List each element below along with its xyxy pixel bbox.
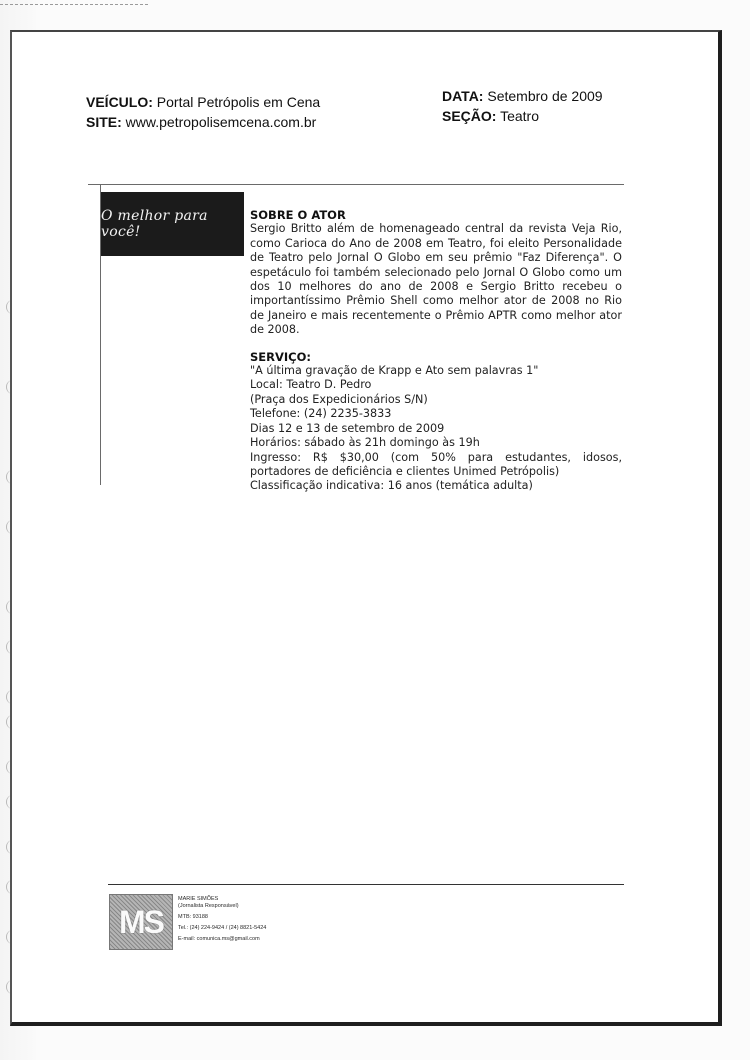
footer-contact	[178, 896, 318, 943]
secao-value: Teatro	[500, 108, 540, 124]
servico-line: Local: Teatro D. Pedro	[250, 378, 372, 392]
servico-title: SERVIÇO:	[250, 349, 311, 364]
banner-slogan: O melhor para você!	[101, 208, 208, 240]
servico-line: Horários: sábado às 21h domingo às 19h	[250, 436, 480, 450]
article-body	[250, 208, 622, 494]
secao-line	[442, 106, 603, 126]
document-page	[10, 30, 722, 1026]
servico-line: Ingresso: R$ $30,00 (com 50% para estudantes, idosos, portadores de deficiência e clientes Unimed Petrópolis)	[250, 450, 622, 478]
site-line	[86, 112, 320, 132]
header-right	[442, 86, 603, 126]
secao-label: SEÇÃO:	[442, 108, 497, 124]
data-value: Setembro de 2009	[487, 88, 603, 104]
header-left	[86, 92, 320, 132]
scan-artifact	[0, 4, 150, 5]
contact-tel: Tel.: (24) 224-9424 / (24) 8821-5424	[178, 925, 267, 931]
footer-rule	[108, 884, 624, 885]
site-label: SITE:	[86, 114, 122, 130]
servico-line: (Praça dos Expedicionários S/N)	[250, 392, 428, 406]
contact-role: (Jornalista Responsável)	[178, 903, 239, 909]
veiculo-label: VEÍCULO:	[86, 94, 153, 110]
servico-line: Dias 12 e 13 de setembro de 2009	[250, 421, 445, 435]
data-line	[442, 86, 603, 106]
servico-line: Classificação indicativa: 16 anos (temática adulta)	[250, 479, 533, 493]
site-value: www.petropolisemcena.com.br	[125, 114, 317, 130]
logo-text: MS	[119, 903, 163, 940]
data-label: DATA:	[442, 88, 484, 104]
contact-email: E-mail: comunica.ms@gmail.com	[178, 936, 260, 942]
servico-line: Telefone: (24) 2235-3833	[250, 407, 392, 421]
clipping-top-rule	[88, 184, 624, 185]
veiculo-line	[86, 92, 320, 112]
ms-logo	[109, 894, 173, 950]
contact-name: MARIE SIMÕES	[178, 896, 219, 902]
sobre-paragraph: Sergio Britto além de homenageado central da revista Veja Rio, como Carioca do Ano de 2008 em Teatro, foi eleito Personalidade de Teatro pelo Jornal O Globo em seu prêmio "Faz Diferença". O espetáculo foi também selecionado pelo Jornal O Globo como um dos 10 melhores do ano de 2008 e Sergio Britto recebeu o importantíssimo Prêmio Shell como melhor ator de 2008 no Rio de Janeiro e mais recentemente o Prêmio APTR como melhor ator de 2008.	[250, 222, 622, 337]
sobre-title: SOBRE O ATOR	[250, 208, 346, 222]
contact-mtb: MTB: 93188	[178, 914, 208, 920]
veiculo-value: Portal Petrópolis em Cena	[156, 94, 321, 110]
servico-line: "A última gravação de Krapp e Ato sem palavras 1"	[250, 364, 539, 378]
site-banner	[101, 192, 244, 256]
